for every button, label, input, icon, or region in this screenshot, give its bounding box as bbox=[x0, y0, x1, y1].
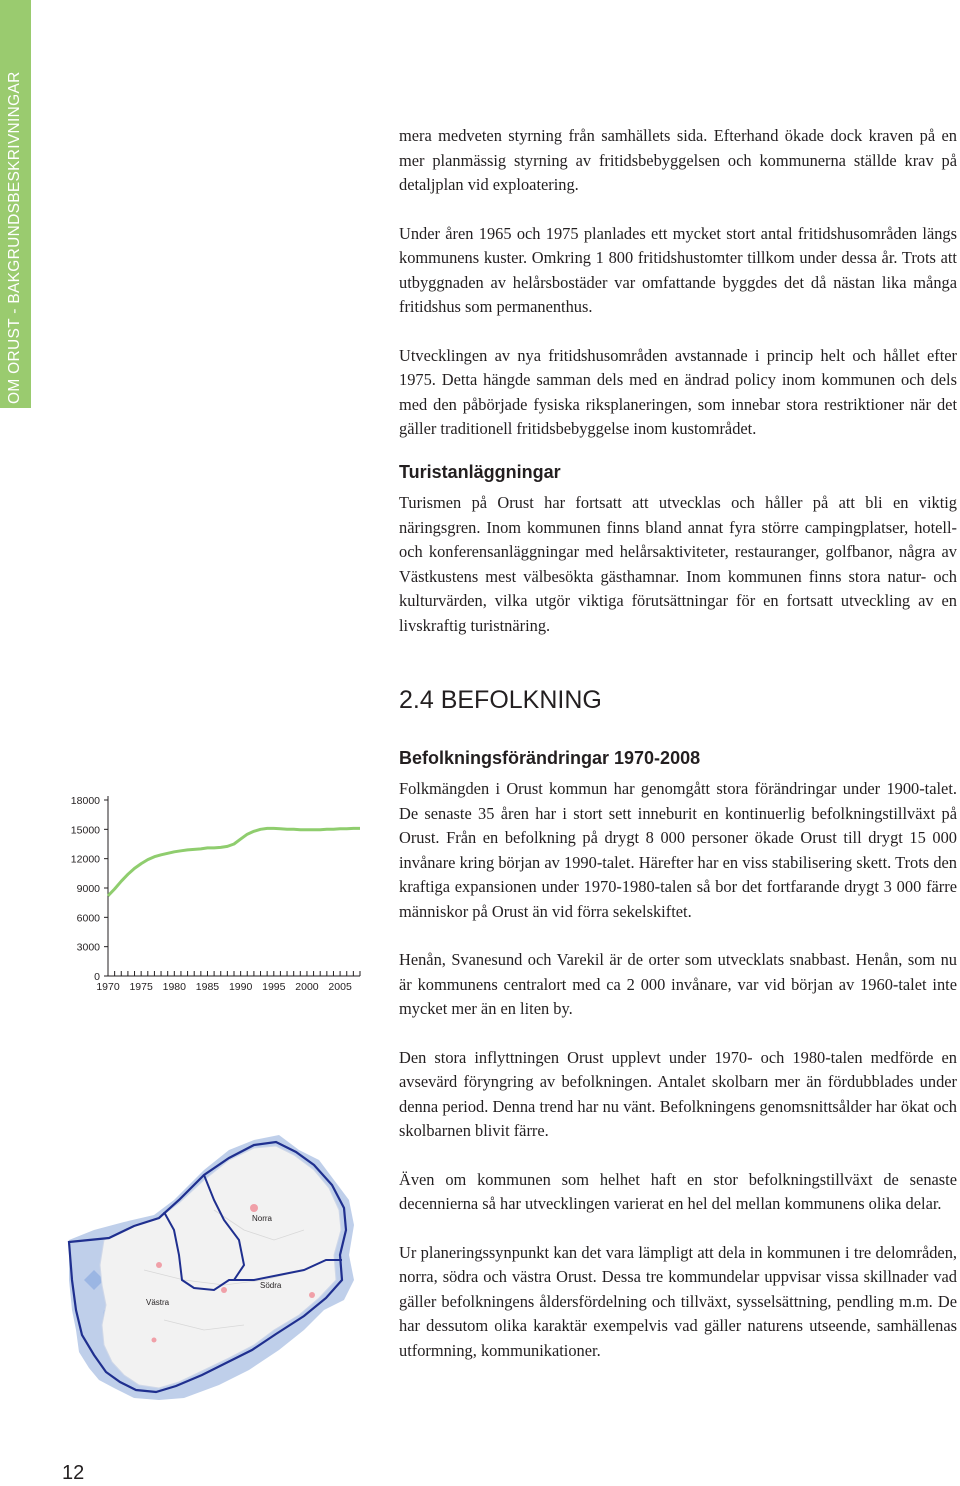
paragraph: Under åren 1965 och 1975 planlades ett mycket stort antal fritidshusområden längs kommunens kuster. Omkring 1 800 fritidshustomter tillkom under dessa år. Trots att utbyggnaden av helårsbostäder var omfattande byggdes det då nästan lika många fritidshus som permanenthus. bbox=[399, 223, 957, 316]
x-tick-label: 1970 bbox=[96, 981, 120, 993]
paragraph: Folkmängden i Orust kommun har genomgått stora förändringar under 1900-talet. De senaste 35 åren har i stort sett inneburit en kontinuerlig befolkningstillväxt på Orust. Från en befolkning på drygt 8 000 personer ökade Orust till drygt 15 000 invånare kring början av 1990-talet. Härefter har en viss stabilisering skett. Trots den kraftiga expansionen under 1970-1980-talen så bor det fortfarande drygt 3 000 färre människor på Orust än vid förra sekelskiftet. bbox=[399, 779, 957, 921]
paragraph: Ur planeringssynpunkt kan det vara lämpligt att dela in kommunen i tre delområden, norra, södra och västra Orust. Dessa tre kommundelar uppvisar vissa skillnader vad gäller befolkningens åldersfördelning och tillväxt, sysselsättning, pendling m.m. De har dessutom olika karaktär exempelvis vad gäller naturens utseende, samhällenas utformning, kommunikationer. bbox=[399, 1242, 957, 1360]
x-tick-label: 1990 bbox=[228, 981, 253, 993]
turism-text-block bbox=[399, 491, 957, 638]
page-number: 12 bbox=[62, 1462, 85, 1484]
orust-map bbox=[64, 1130, 364, 1410]
paragraph: Utvecklingen av nya fritidshusområden avstannade i princip helt och hållet efter 1975. Detta hängde samman dels med en ändrad policy inom kommunen och dels med den påbörjade fysiska riksplaneringen, som innebar stora restriktioner när det gäller traditionell fritidsbebyggelse inom kustområdet. bbox=[399, 345, 957, 438]
y-tick-label: 3000 bbox=[76, 941, 100, 954]
map-label-norra: Norra bbox=[252, 1214, 273, 1223]
x-tick-label: 1985 bbox=[195, 981, 220, 993]
paragraph: Den stora inflyttningen Orust upplevt under 1970- och 1980-talen medförde en avsevärd föryngring av befolkningen. Antalet skolbarn mer än fördubblades under denna period. Denna trend har nu vänt. Befolkningens genomsnittsålder har ökat och skolbarnen blivit färre. bbox=[399, 1047, 957, 1140]
section-title: 2.4 BEFOLKNING bbox=[399, 686, 602, 714]
x-tick-label: 1980 bbox=[162, 981, 186, 993]
x-tick-label: 1975 bbox=[129, 981, 153, 993]
befolkning-text-block bbox=[399, 777, 957, 1363]
sidebar-label: OM ORUST - BAKGRUNDSBESKRIVNINGAR bbox=[6, 71, 23, 404]
y-tick-label: 18000 bbox=[70, 795, 100, 807]
y-tick-label: 15000 bbox=[70, 824, 100, 837]
intro-text-block bbox=[399, 124, 957, 442]
paragraph: Turismen på Orust har fortsatt att utvecklas och håller på att bli en viktig näringsgren. Inom kommunen finns bland annat fyra större campingplatser, hotell- och konferensanläggningar med helårsaktiviteter, restauranger, golfbanor, några av Västkustens mest välbesökta gästhamnar. Inom kommunen finns stora natur- och kulturvärden, vilka utgör viktiga förutsättningar för en fortsatt utveckling av en livskraftig turistnäring. bbox=[399, 493, 957, 635]
x-tick-label: 2005 bbox=[328, 981, 352, 993]
paragraph: Även om kommunen som helhet haft en stor befolkningstillväxt de senaste decennierna så har utvecklingen varierat en hel del mellan kommunens olika delar. bbox=[399, 1169, 957, 1213]
turism-heading: Turistanläggningar bbox=[399, 462, 561, 482]
befolkning-heading: Befolkningsförändringar 1970-2008 bbox=[399, 748, 701, 768]
map-label-sodra: Södra bbox=[260, 1281, 282, 1290]
y-tick-label: 0 bbox=[94, 971, 100, 983]
series-line bbox=[108, 828, 360, 895]
map-land bbox=[100, 1146, 341, 1388]
paragraph: mera medveten styrning från samhällets sida. Efterhand ökade dock kraven på en mer planmässig styrning av fritidsbebyggelsen och kommunerna ställde krav på detaljplan vid exploatering. bbox=[399, 126, 957, 194]
y-tick-label: 6000 bbox=[76, 912, 100, 925]
sidebar-band bbox=[0, 0, 31, 408]
y-tick-label: 9000 bbox=[76, 883, 100, 895]
x-tick-label: 1995 bbox=[262, 981, 286, 993]
x-tick-label: 2000 bbox=[295, 981, 319, 993]
map-label-vastra: Västra bbox=[146, 1298, 170, 1307]
paragraph: Henån, Svanesund och Varekil är de orter som utvecklats snabbast. Henån, som nu är kommunens centralort med ca 2 000 invånare, var vid början av 1960-talet inte mycket mer än en liten by. bbox=[399, 950, 957, 1018]
population-chart bbox=[50, 780, 370, 995]
y-tick-label: 12000 bbox=[70, 853, 100, 866]
